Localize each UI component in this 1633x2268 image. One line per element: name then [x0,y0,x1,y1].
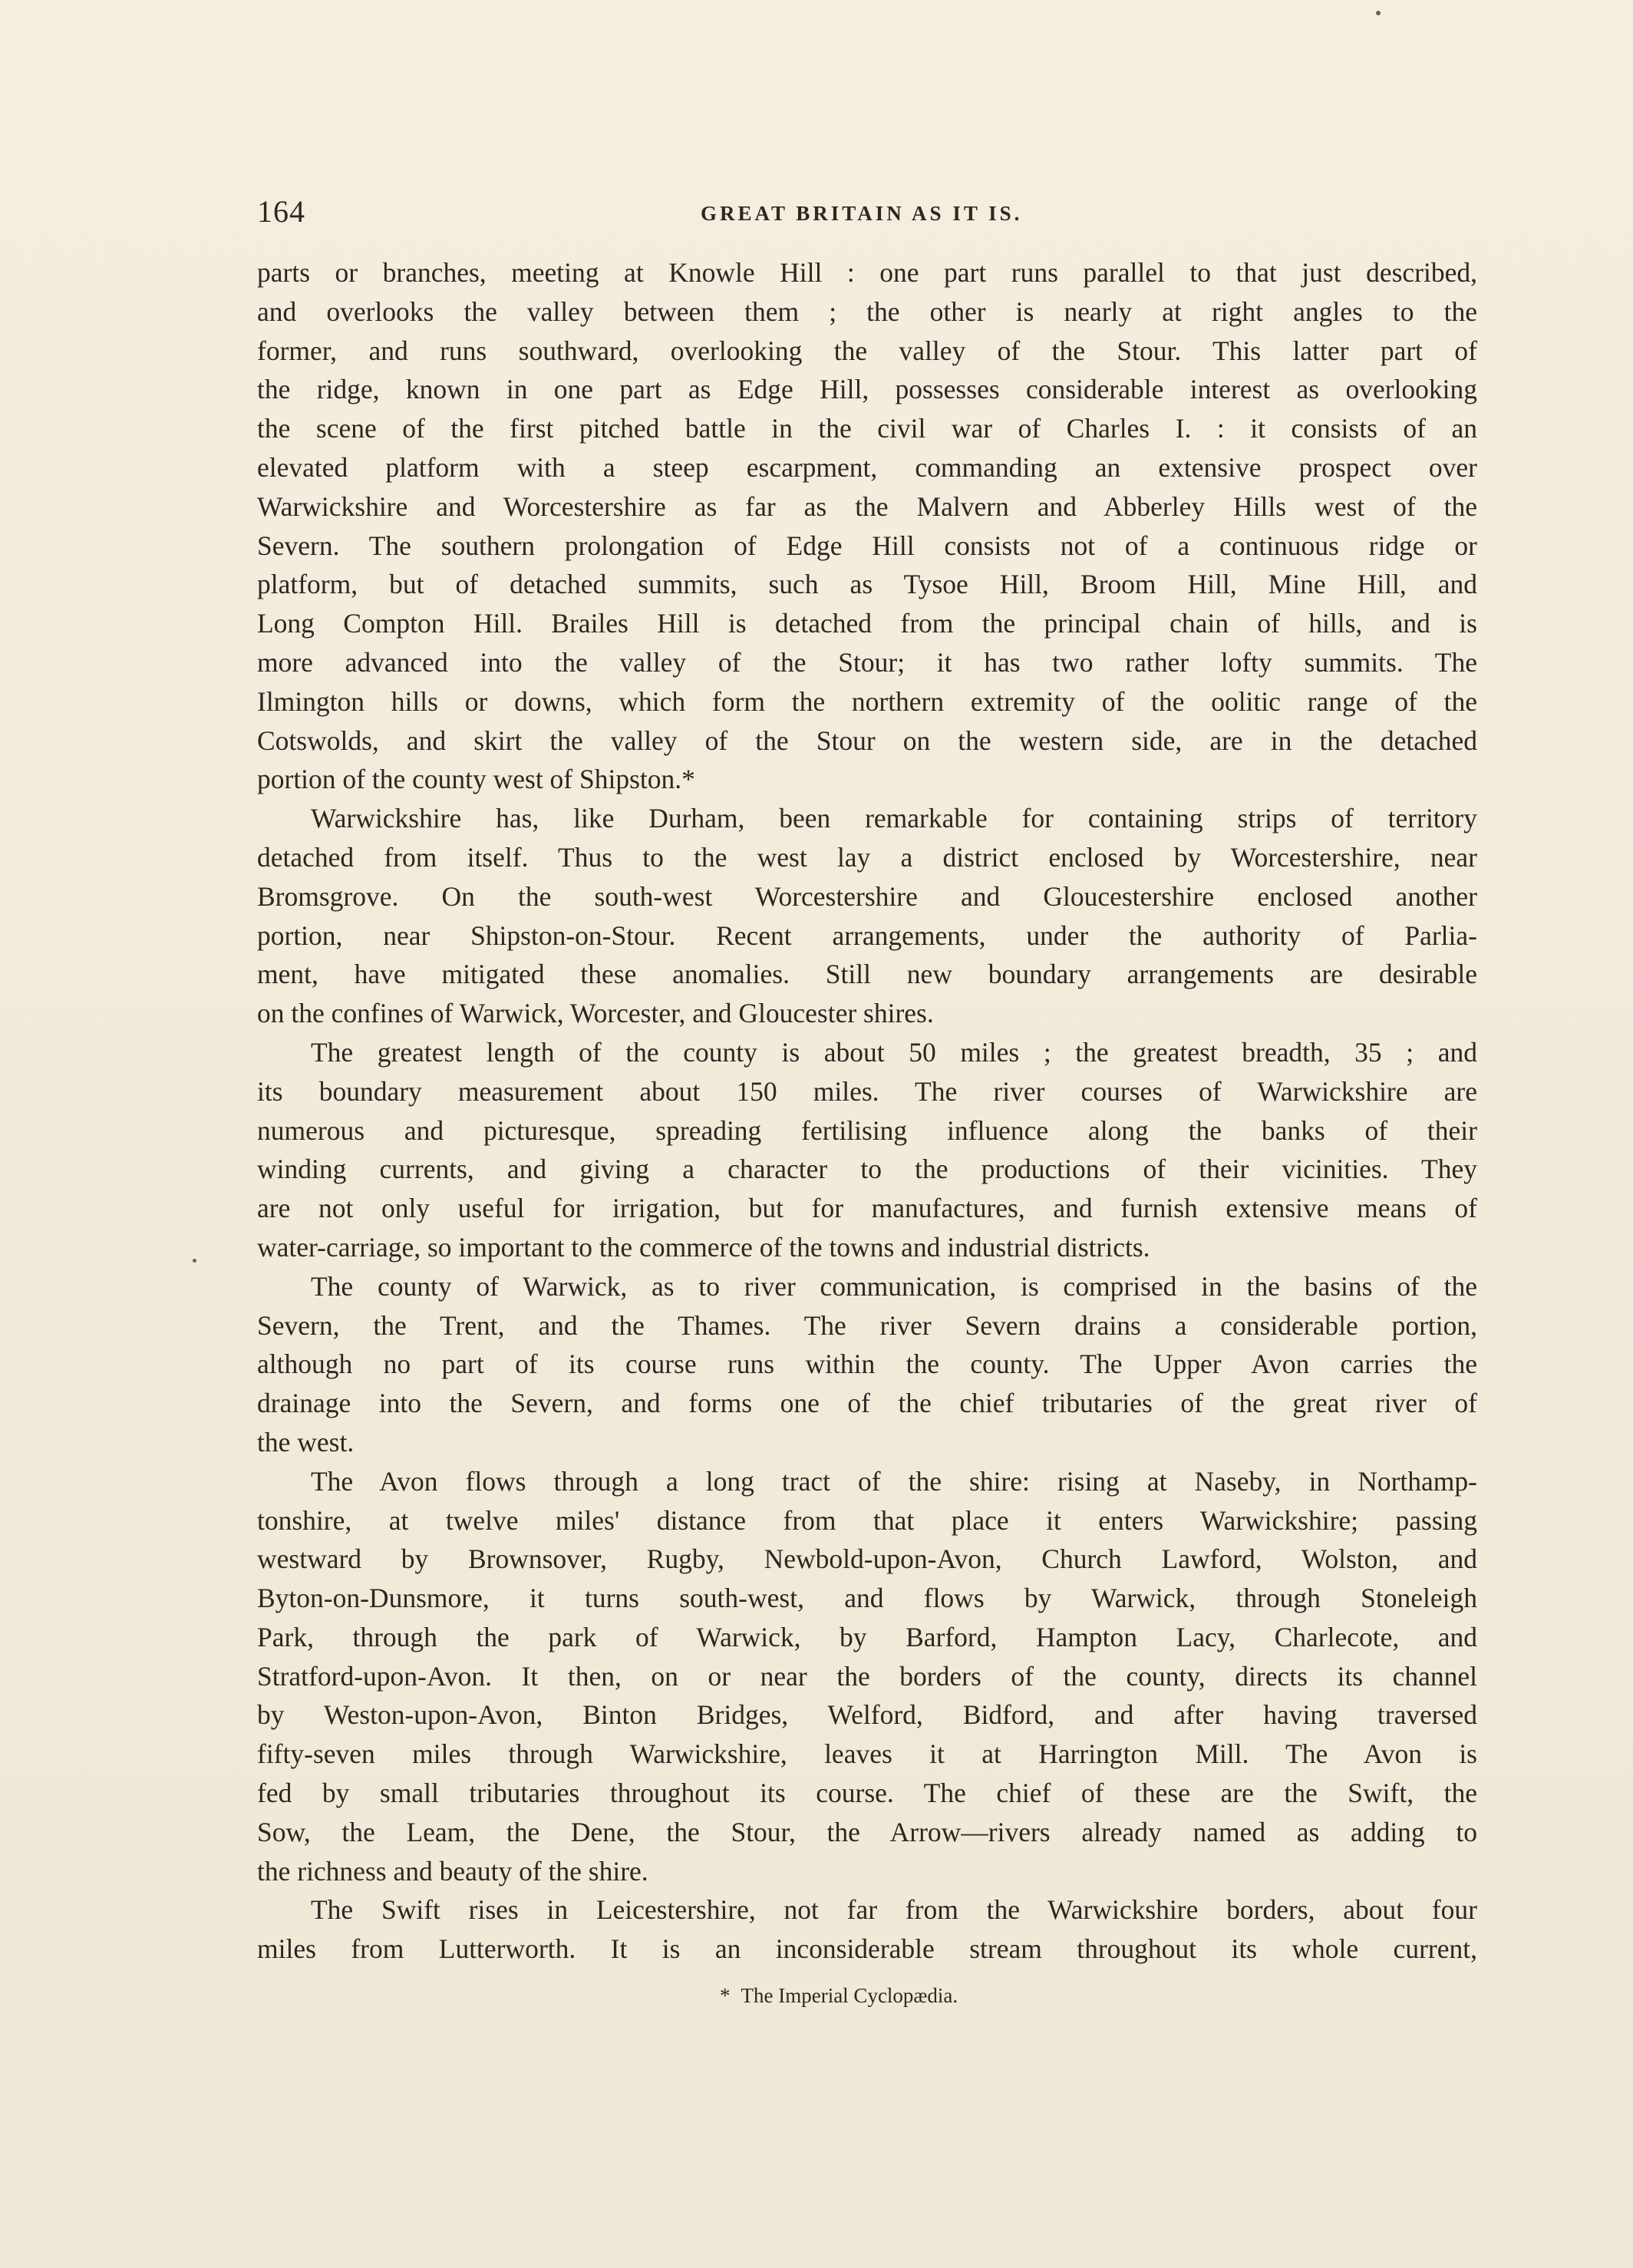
text-line: more advanced into the valley of the Stour; it has two rather lofty summits. The [257,646,1477,678]
text-line: The Swift rises in Leicestershire, not far from the Warwickshire borders, about four [311,1894,1477,1926]
text-line: ment, have mitigated these anomalies. Still new boundary arrangements are desirable [257,959,1477,990]
footnote [720,1980,958,2011]
text-line: Long Compton Hill. Brailes Hill is detached from the principal chain of hills, and is [257,608,1477,639]
text-line: Severn. The southern prolongation of Edge Hill consists not of a continuous ridge or [257,530,1477,561]
running-title: GREAT BRITAIN AS IT IS. [701,202,1023,225]
text-line: elevated platform with a steep escarpment, commanding an extensive prospect over [257,451,1477,483]
footnote-mark: * [720,1984,731,2007]
text-line: Cotswolds, and skirt the valley of the Stour on the western side, are in the detached [257,725,1477,756]
text-line: Byton-on-Dunsmore, it turns south-west, and flows by Warwick, through Stoneleigh [257,1583,1477,1614]
text-line: winding currents, and giving a character to the productions of their vicinities. They [257,1154,1477,1185]
text-line: former, and runs southward, overlooking the valley of the Stour. This latter part of [257,335,1477,366]
text-line: Warwickshire has, like Durham, been remarkable for containing strips of territory [311,803,1477,834]
text-line: and overlooks the valley between them ; the other is nearly at right angles to the [257,295,1477,327]
footnote-text: The Imperial Cyclopædia. [741,1984,958,2007]
text-line: on the confines of Warwick, Worcester, and Gloucester shires. [257,998,934,1029]
paper-speck [1376,11,1381,15]
text-line: although no part of its course runs within the county. The Upper Avon carries the [257,1349,1477,1380]
text-line: Stratford-upon-Avon. It then, on or near the borders of the county, directs its channel [257,1660,1477,1692]
text-line: westward by Brownsover, Rugby, Newbold-upon-Avon, Church Lawford, Wolston, and [257,1543,1477,1575]
text-line: drainage into the Severn, and forms one of the chief tributaries of the great river of [257,1388,1477,1419]
running-head [257,192,1477,238]
text-line: water-carriage, so important to the commerce of the towns and industrial districts. [257,1231,1150,1263]
text-line: Ilmington hills or downs, which form the northern extremity of the oolitic range of the [257,685,1477,717]
text-line: its boundary measurement about 150 miles. The river courses of Warwickshire are [257,1075,1477,1107]
text-line: the west. [257,1426,355,1458]
body-text [257,253,1477,1969]
text-line: fifty-seven miles through Warwickshire, leaves it at Harrington Mill. The Avon is [257,1738,1477,1770]
text-line: are not only useful for irrigation, but for manufactures, and furnish extensive means of [257,1193,1477,1224]
text-line: tonshire, at twelve miles' distance from that place it enters Warwickshire; passing [257,1504,1477,1536]
text-line: the richness and beauty of the shire. [257,1855,648,1887]
text-line: the ridge, known in one part as Edge Hill, possesses considerable interest as overlooking [257,374,1477,405]
text-line: portion of the county west of Shipston.* [257,764,695,795]
text-line: Park, through the park of Warwick, by Barford, Hampton Lacy, Charlecote, and [257,1621,1477,1652]
text-line: platform, but of detached summits, such as Tysoe Hill, Broom Hill, Mine Hill, and [257,569,1477,600]
page-number: 164 [257,194,305,229]
text-line: parts or branches, meeting at Knowle Hill : one part runs parallel to that just described, [257,257,1477,288]
text-line: Warwickshire and Worcestershire as far as the Malvern and Abberley Hills west of the [257,490,1477,522]
text-line: The county of Warwick, as to river communication, is comprised in the basins of the [311,1270,1477,1302]
text-line: the scene of the first pitched battle in the civil war of Charles I. : it consists of an [257,413,1477,444]
text-line: by Weston-upon-Avon, Binton Bridges, Welford, Bidford, and after having traversed [257,1699,1477,1731]
text-line: Severn, the Trent, and the Thames. The river Severn drains a considerable portion, [257,1309,1477,1341]
text-line: numerous and picturesque, spreading fertilising influence along the banks of their [257,1114,1477,1146]
text-line: Sow, the Leam, the Dene, the Stour, the Arrow—rivers already named as adding to [257,1816,1477,1847]
text-line: Bromsgrove. On the south-west Worcestershire and Gloucestershire enclosed another [257,880,1477,912]
text-line: fed by small tributaries throughout its course. The chief of these are the Swift, the [257,1778,1477,1809]
text-line: portion, near Shipston-on-Stour. Recent arrangements, under the authority of Parlia- [257,919,1477,951]
text-line: miles from Lutterworth. It is an inconsiderable stream throughout its whole current, [257,1933,1477,1965]
text-line: The greatest length of the county is about 50 miles ; the greatest breadth, 35 ; and [311,1036,1477,1068]
text-line: detached from itself. Thus to the west lay a district enclosed by Worcestershire, near [257,841,1477,873]
text-line: The Avon flows through a long tract of the shire: rising at Naseby, in Northamp- [311,1465,1477,1497]
paper-speck [193,1259,196,1263]
